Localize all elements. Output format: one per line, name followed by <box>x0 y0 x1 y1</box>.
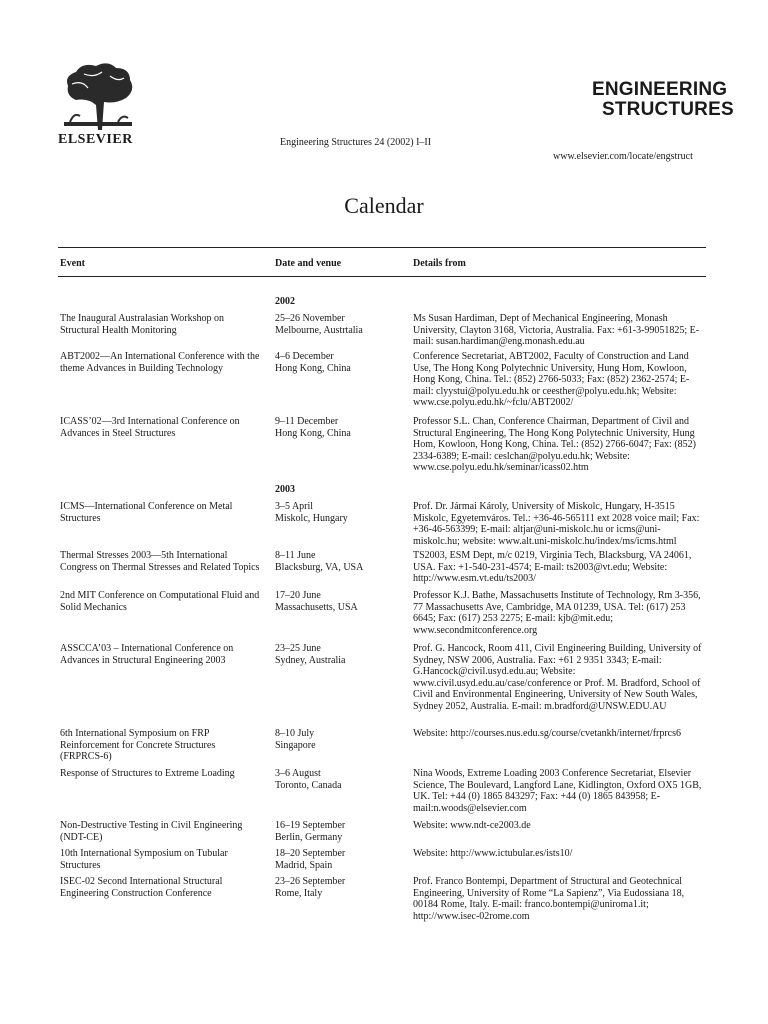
event-date: 4–6 December <box>275 351 334 362</box>
elsevier-tree-logo <box>58 60 138 132</box>
event-date: 9–11 December <box>275 416 339 427</box>
event-details: Prof. G. Hancock, Room 411, Civil Engineering Building, University of Sydney, NSW 2006, Australia. Fax: +61 2 9351 3343; E-mail: G.Hancock@civil.usyd.edu.au; Website: www.civil.usyd.edu.au/case/conference or Prof. M. Bradford, School of Civil and Environmental Engineering, University of New South Wales, Sydney 2052, Australia. E-mail: m.bradford@UNSW.EDU.AU <box>413 643 702 712</box>
col-header-date: Date and venue <box>275 258 342 269</box>
table-header-rule <box>58 276 706 277</box>
event-date-venue <box>275 820 405 843</box>
event-venue: Toronto, Canada <box>275 779 342 791</box>
col-header-details: Details from <box>413 258 466 269</box>
event-name: 10th International Symposium on Tubular Structures <box>60 848 228 871</box>
event-details: Prof. Dr. Jármai Károly, University of Miskolc, Hungary, H-3515 Miskolc, Egyetemváros. Tel.: +36-46-565111 ext 2028 voice mail; Fax: +36-46-563399; E-mail: altjar@uni-miskolc.hu or icms@uni-miskolc.hu; website: www.alt.uni-miskolc.hu/index/ms/icms.html <box>413 501 700 547</box>
event-date-venue <box>275 550 405 573</box>
event-venue: Hong Kong, China <box>275 427 351 439</box>
event-venue: Berlin, Germany <box>275 831 343 843</box>
event-date: 3–5 April <box>275 501 314 512</box>
event-date-venue <box>275 416 405 439</box>
event-name: ABT2002—An International Conference with the theme Advances in Building Technology <box>60 351 260 374</box>
brand-line-1: ENGINEERING <box>592 79 728 100</box>
event-date: 16–19 September <box>275 820 346 831</box>
event-date: 25–26 November <box>275 313 345 324</box>
col-header-event: Event <box>60 258 85 269</box>
event-date-venue <box>275 848 405 871</box>
event-details: Website: www.ndt-ce2003.de <box>413 820 531 831</box>
event-date: 3–6 August <box>275 768 321 779</box>
event-date: 8–10 July <box>275 728 315 739</box>
journal-citation: Engineering Structures 24 (2002) I–II <box>280 137 432 148</box>
event-name: ISEC-02 Second International Structural Engineering Construction Conference <box>60 876 223 899</box>
year-heading: 2002 <box>275 296 295 307</box>
event-date: 8–11 June <box>275 550 316 561</box>
event-name: 6th International Symposium on FRP Reinforcement for Concrete Structures (FRPRCS-6) <box>60 728 216 762</box>
event-date-venue <box>275 728 405 751</box>
event-name: The Inaugural Australasian Workshop on Structural Health Monitoring <box>60 313 224 336</box>
event-details: Nina Woods, Extreme Loading 2003 Conference Secretariat, Elsevier Science, The Boulevard, Langford Lane, Kidlington, Oxford OX5 1GB, UK. Tel: +44 (0) 1865 843297; Fax: +44 (0) 1865 843958; E-mail:n.woods@elsevier.com <box>413 768 702 814</box>
event-name: 2nd MIT Conference on Computational Fluid and Solid Mechanics <box>60 590 260 613</box>
event-name: Response of Structures to Extreme Loading <box>60 768 235 779</box>
event-date-venue <box>275 501 405 524</box>
page-title: Calendar <box>344 193 424 218</box>
brand-line-2: STRUCTURES <box>602 99 734 120</box>
event-details: Conference Secretariat, ABT2002, Faculty of Construction and Land Use, The Hong Kong Polytechnic University, Hung Hom, Kowloon, Hong Kong, China. Tel.: (852) 2766-5033; Fax: (852) 2362-2574; E-mail: clyystui@polyu.edu.hk or ceesther@polyu.edu.hk; Website: www.cse.polyu.edu.hk/~fclu/ABT2002/ <box>413 351 690 408</box>
event-date: 18–20 September <box>275 848 346 859</box>
event-details: Professor K.J. Bathe, Massachusetts Institute of Technology, Rm 3-356, 77 Massachusetts Ave, Cambridge, MA 01239, USA. Tel: (617) 253 6645; Fax: (617) 253 2275; E-mail: kjb@mit.edu; www.secondmitconference.org <box>413 590 701 636</box>
event-date: 23–26 September <box>275 876 346 887</box>
event-details: Prof. Franco Bontempi, Department of Structural and Geotechnical Engineering, University of Rome “La Sapienz”, Via Eudossiana 18, 00184 Rome, Italy. E-mail: franco.bontempi@uniroma1.it; http://www.isec-02rome.com <box>413 876 685 922</box>
event-details: Professor S.L. Chan, Conference Chairman, Department of Civil and Structural Engineering, The Hong Kong Polytechnic University, Hung Hom, Kowloon, Hong Kong, China. Tel.: (852) 2766-6047; Fax: (852) 2334-6389; E-mail: ceslchan@polyu.edu.hk; Website: www.cse.polyu.edu.hk/seminar/icass02.htm <box>413 416 696 473</box>
journal-url[interactable]: www.elsevier.com/locate/engstruct <box>553 151 693 162</box>
event-date: 17–20 June <box>275 590 321 601</box>
event-date-venue <box>275 768 405 791</box>
event-name: Thermal Stresses 2003—5th International Congress on Thermal Stresses and Related Topics <box>60 550 260 573</box>
event-date-venue <box>275 643 405 666</box>
event-name: ICMS—International Conference on Metal Structures <box>60 501 233 524</box>
event-venue: Blacksburg, VA, USA <box>275 561 364 573</box>
event-date-venue <box>275 351 405 374</box>
event-date-venue <box>275 876 405 899</box>
event-venue: Massachusetts, USA <box>275 601 358 613</box>
event-details: Website: http://www.ictubular.es/ists10/ <box>413 848 573 859</box>
event-venue: Singapore <box>275 739 316 751</box>
event-venue: Rome, Italy <box>275 887 323 899</box>
event-date-venue <box>275 590 405 613</box>
event-details: Website: http://courses.nus.edu.sg/course/cvetankh/internet/frprcs6 <box>413 728 682 739</box>
event-venue: Sydney, Australia <box>275 654 346 666</box>
year-heading: 2003 <box>275 484 295 495</box>
event-date: 23–25 June <box>275 643 321 654</box>
event-venue: Melbourne, Austrtalia <box>275 324 363 336</box>
publisher-name: ELSEVIER <box>58 132 133 147</box>
event-venue: Madrid, Spain <box>275 859 333 871</box>
event-details: Ms Susan Hardiman, Dept of Mechanical Engineering, Monash University, Clayton 3168, Victoria, Australia. Fax: +61-3-99051825; E-mail: susan.hardiman@eng.monash.edu.au <box>413 313 700 347</box>
event-name: Non-Destructive Testing in Civil Engineering (NDT-CE) <box>60 820 243 843</box>
journal-brand <box>592 80 734 120</box>
event-name: ICASS’02—3rd International Conference on Advances in Steel Structures <box>60 416 240 439</box>
event-venue: Miskolc, Hungary <box>275 512 348 524</box>
event-name: ASSCCA’03 – International Conference on Advances in Structural Engineering 2003 <box>60 643 234 666</box>
event-date-venue <box>275 313 405 336</box>
event-details: TS2003, ESM Dept, m/c 0219, Virginia Tech, Blacksburg, VA 24061, USA. Fax: +1-540-231-4574; E-mail: ts2003@vt.edu; Website: http://www.esm.vt.edu/ts2003/ <box>413 550 692 584</box>
event-venue: Hong Kong, China <box>275 362 351 374</box>
table-top-rule <box>58 247 706 248</box>
